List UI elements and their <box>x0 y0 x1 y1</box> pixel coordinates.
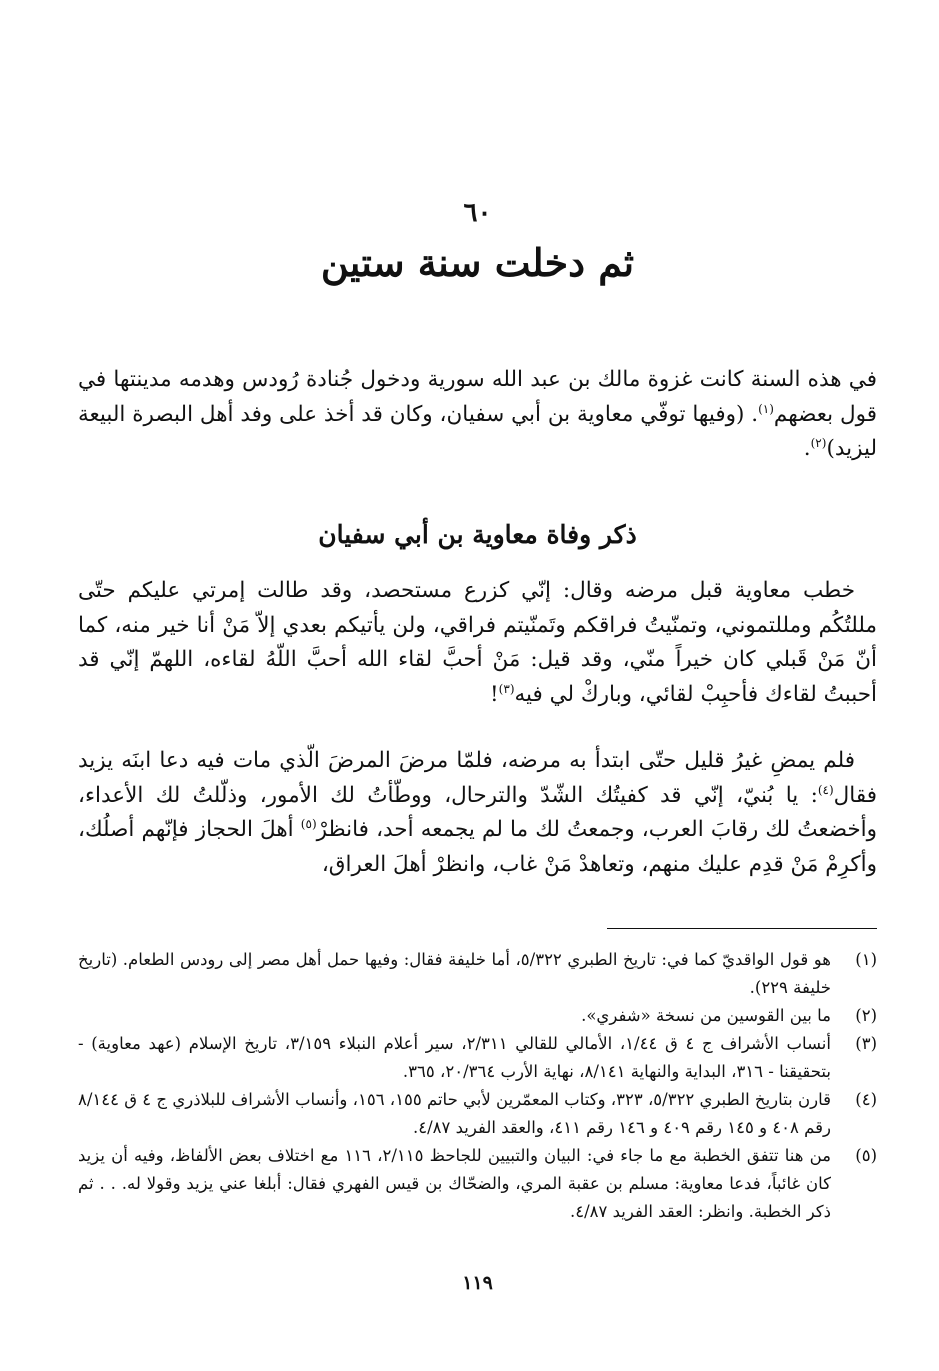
speech-end: ! <box>490 681 499 707</box>
intro-text-2: . (وفيها توفّي معاوية بن أبي سفيان، وكان قد أخذ على وفد أهل البصرة البيعة ليزيد) <box>78 401 877 461</box>
book-page <box>78 0 877 1371</box>
footnote-text: قارن بتاريخ الطبري ٥/٣٢٢، ٣٢٣، وكتاب المعمّرين لأبي حاتم ١٥٥، ١٥٦، وأنساب الأشراف للبلاذري ج ٤ ق ٨/١٤٤ رقم ٤٠٨ و ١٤٥ رقم ٤٠٩ و ١٤٦ رقم ٤١١، والعقد الفريد ٤/٨٧. <box>77 1090 831 1137</box>
footnote-text: أنساب الأشراف ج ٤ ق ١/٤٤، الأمالي للقالي ٢/٣١١، سير أعلام النبلاء ٣/١٥٩، تاريخ الإسلام (عهد معاوية) - بتحقيقنا - ٣١٦، البداية والنهاية ٨/١٤١، نهاية الأرب ٢٠/٣٦٤، ٣٦٥. <box>78 1034 831 1081</box>
footnote-number: (٢) <box>855 1006 877 1025</box>
footnote-item <box>78 1002 877 1030</box>
intro-text-3: . <box>803 436 811 461</box>
footnote-number: (١) <box>855 950 877 969</box>
year-number: ٦٠ <box>463 198 492 228</box>
footnote-ref-4[interactable]: (٤) <box>817 782 834 797</box>
footnote-number: (٤) <box>855 1090 877 1109</box>
footnote-item <box>78 1086 877 1142</box>
intro-text-1: في هذه السنة كانت غزوة مالك بن عبد الله سورية ودخول جُنادة رُودس وهدمه مدينتها في قول بعضهم <box>78 367 877 427</box>
footnote-text: ما بين القوسين من نسخة «شفري». <box>581 1006 831 1025</box>
footnote-number: (٣) <box>855 1034 877 1053</box>
footnote-item <box>78 1142 877 1226</box>
deathbed-text-1: فلم يمضِ غيرُ قليل حتّى ابتدأ به مرضه، فلمّا مرضَ المرضَ الّذي مات فيه دعا ابنَه يزيد فقال <box>78 748 877 808</box>
deathbed-text-3: أهلَ الحجاز فإنّهم أصلُك، وأكرِمْ مَنْ قدِم عليك منهم، وتعاهدْ مَنْ غاب، وانظرْ أهلَ العراق، <box>78 817 877 877</box>
footnote-ref-2[interactable]: (٢) <box>810 435 827 450</box>
chapter-title: ثم دخلت سنة ستين <box>320 240 635 285</box>
intro-paragraph <box>78 363 877 467</box>
footnote-divider <box>607 928 877 929</box>
footnote-ref-1[interactable]: (١) <box>758 401 774 416</box>
deathbed-text-2: : يا بُنيّ، إنّي قد كفيتُك الشّدّ والترحال، ووطّأتُ لك الأمور، وذلّلتُ لك الأعداء، وأخضعتُ لك رقابَ العرب، وجمعتُ لك ما لم يجمعه أحد، فانظرْ <box>78 782 877 842</box>
speech-text: خطب معاوية قبل مرضه وقال: إنّي كزرع مستحصد، وقد طالت إمرتي عليكم حتّى مللتُكُم ومللتموني، وتمنّيتُ فراقكم وتَمنّيتم فراقي، ولن يأتيكم بعدي إلاّ مَنْ أنا خير منه، كما أنّ مَنْ قَبلي كان خيراً منّي، وقد قيل: مَنْ أحبَّ لقاء الله أحبَّ اللّهُ لقاءه، اللهمّ إنّي قد أحببتُ لقاءك فأحبِبْ لقائي، وباركْ لي فيه <box>78 578 877 707</box>
page-number: ١١٩ <box>462 1272 493 1294</box>
footnote-ref-3[interactable]: (٣) <box>498 681 515 696</box>
footnote-number: (٥) <box>855 1146 877 1165</box>
section-heading: ذكر وفاة معاوية بن أبي سفيان <box>318 520 637 549</box>
footnote-item <box>78 946 877 1002</box>
speech-paragraph <box>78 574 877 712</box>
footnote-text: هو قول الواقديّ كما في: تاريخ الطبري ٥/٣٢٢، أما خليفة فقال: وفيها حمل أهل مصر إلى رودس الطعام. (تاريخ خليفة ٢٢٩). <box>78 950 831 997</box>
footnote-item <box>78 1030 877 1086</box>
footnote-ref-5[interactable]: (٥) <box>300 816 317 831</box>
footnotes <box>78 946 877 1226</box>
footnote-text: من هنا تتفق الخطبة مع ما جاء في: البيان والتبيين للجاحظ ٢/١١٥، ١١٦ مع اختلاف بعض الألفاظ، وفيه أن يزيد كان غائباً، فدعا معاوية: مسلم بن عقبة المري، والضحّاك بن قيس الفهري فقال: أبلغا عني يزيد وقولا له. . . ثم ذكر الخطبة. وانظر: العقد الفريد ٤/٨٧. <box>78 1146 832 1221</box>
deathbed-paragraph <box>78 744 877 882</box>
